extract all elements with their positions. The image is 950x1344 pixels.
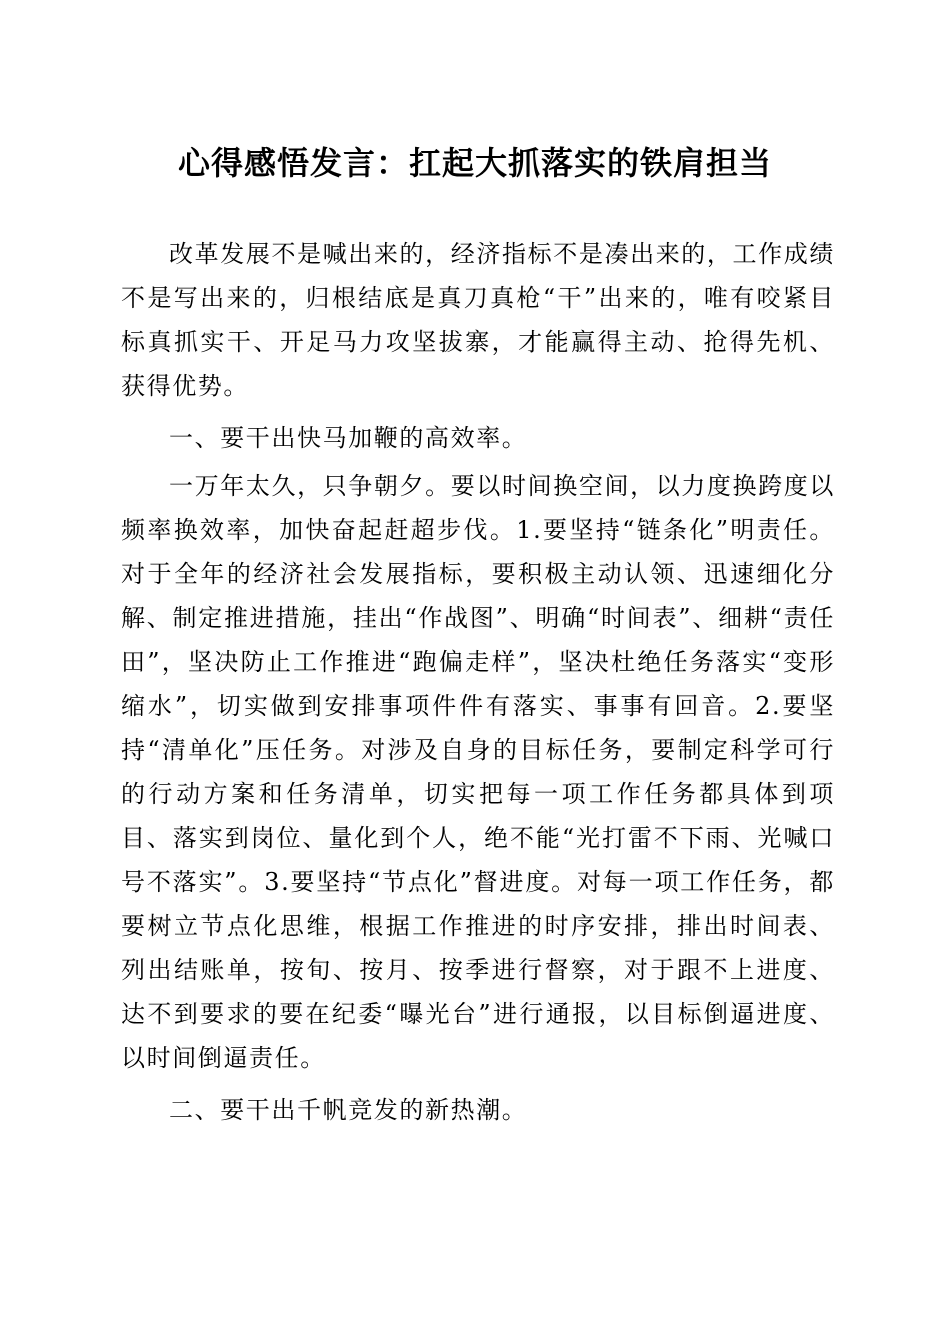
section-2-heading: 二、要干出千帆竞发的新热潮。 — [169, 1096, 528, 1124]
section-1-heading: 一、要干出快马加鞭的高效率。 — [169, 424, 528, 452]
document-body — [121, 232, 835, 1136]
intro-paragraph: 改革发展不是喊出来的，经济指标不是凑出来的，工作成绩不是写出来的，归根结底是真刀真枪“干”出来的，唯有咬紧目标真抓实干、开足马力攻坚拔寨，才能赢得主动、抢得先机、获得优势。 — [121, 240, 835, 400]
document-title: 心得感悟发言：扛起大抓落实的铁肩担当 — [177, 144, 772, 182]
section-1-paragraph: 一万年太久，只争朝夕。要以时间换空间，以力度换跨度以频率换效率，加快奋起赶超步伐。1.要坚持“链条化”明责任。对于全年的经济社会发展指标，要积极主动认领、迅速细化分解、制定推进措施，挂出“作战图”、明确“时间表”、细耕“责任田”，坚决防止工作推进“跑偏走样”，坚决杜绝任务落实“变形缩水”，切实做到安排事项件件有落实、事事有回音。2.要坚持“清单化”压任务。对涉及自身的目标任务，要制定科学可行的行动方案和任务清单，切实把每一项工作任务都具体到项目、落实到岗位、量化到个人，绝不能“光打雷不下雨、光喊口号不落实”。3.要坚持“节点化”督进度。对每一项工作任务，都要树立节点化思维，根据工作推进的时序安排，排出时间表、列出结账单，按旬、按月、按季进行督察，对于跟不上进度、达不到要求的要在纪委“曝光台”进行通报，以目标倒逼进度、以时间倒逼责任。 — [121, 472, 835, 1072]
